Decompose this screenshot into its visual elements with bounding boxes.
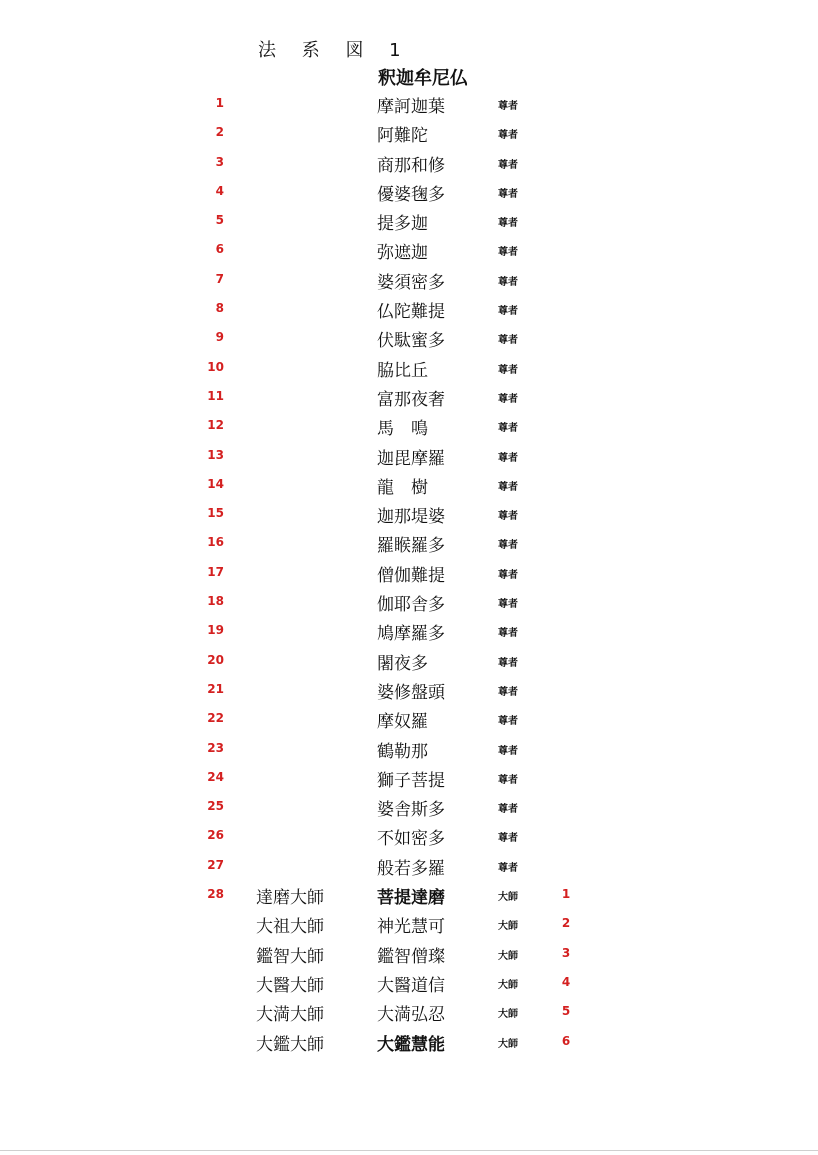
generation-number: 6: [215, 242, 224, 257]
lineage-row: [0, 910, 818, 939]
lineage-row: [0, 793, 818, 822]
lineage-row: [0, 471, 818, 500]
honorific: 尊者: [498, 862, 518, 874]
generation-number: 25: [207, 799, 224, 814]
patriarch-name: 伏駄蜜多: [377, 331, 445, 352]
patriarch-name: 大満弘忍: [377, 1005, 445, 1026]
generation-number: 16: [207, 535, 224, 550]
chinese-generation-number: 1: [561, 887, 571, 902]
generation-number: 8: [215, 301, 224, 316]
honorific: 尊者: [498, 101, 518, 112]
lineage-row: [0, 266, 818, 295]
posthumous-title: 大鑑大師: [256, 1034, 324, 1055]
lineage-row: [0, 383, 818, 412]
honorific: 尊者: [498, 188, 518, 200]
honorific: 大師: [498, 921, 518, 933]
lineage-row: [0, 822, 818, 851]
patriarch-name: 提多迦: [377, 214, 428, 235]
honorific: 大師: [498, 892, 518, 904]
honorific: 尊者: [498, 599, 518, 611]
honorific: 尊者: [498, 481, 518, 493]
lineage-row: [0, 676, 818, 705]
honorific: 尊者: [498, 686, 518, 698]
lineage-row: [0, 500, 818, 529]
generation-number: 11: [207, 388, 224, 403]
chinese-generation-number: 6: [561, 1033, 571, 1048]
patriarch-name: 弥遮迦: [377, 243, 428, 264]
generation-number: 7: [215, 271, 224, 286]
generation-number: 4: [215, 183, 224, 198]
patriarch-name: 羅睺羅多: [377, 536, 445, 557]
patriarch-name: 摩奴羅: [377, 712, 428, 733]
honorific: 尊者: [498, 306, 518, 318]
patriarch-name: 迦那堤婆: [377, 507, 445, 528]
honorific: 尊者: [498, 511, 518, 523]
patriarch-name: 優婆毱多: [377, 184, 445, 205]
lineage-row: [0, 998, 818, 1027]
generation-number: 19: [207, 623, 224, 638]
generation-number: 2: [215, 125, 224, 140]
generation-number: 13: [207, 447, 224, 462]
patriarch-name: 獅子菩提: [377, 770, 445, 791]
generation-number: 22: [207, 711, 224, 726]
honorific: 大師: [498, 1038, 518, 1050]
lineage-row: [0, 178, 818, 207]
honorific: 尊者: [498, 657, 518, 669]
root-patriarch-name: 釈迦牟尼仏: [378, 68, 468, 89]
lineage-row: [0, 442, 818, 471]
lineage-row: [0, 735, 818, 764]
honorific: 尊者: [498, 393, 518, 405]
patriarch-name: 大醫道信: [377, 975, 445, 996]
chinese-generation-number: 4: [561, 974, 571, 989]
honorific: 大師: [498, 979, 518, 991]
patriarch-name: 迦毘摩羅: [377, 448, 445, 469]
lineage-row: [0, 324, 818, 353]
generation-number: 28: [207, 887, 224, 902]
lineage-row: [0, 647, 818, 676]
patriarch-name: 脇比丘: [377, 360, 428, 381]
generation-number: 15: [207, 506, 224, 521]
honorific: 尊者: [498, 628, 518, 640]
patriarch-name: 闍夜多: [377, 653, 428, 674]
honorific: 尊者: [498, 364, 518, 376]
honorific: 尊者: [498, 130, 518, 142]
honorific: 尊者: [498, 540, 518, 552]
honorific: 尊者: [498, 247, 518, 259]
patriarch-name: 婆修盤頭: [377, 682, 445, 703]
patriarch-name: 商那和修: [377, 155, 445, 176]
generation-number: 1: [215, 96, 224, 110]
lineage-row: [0, 940, 818, 969]
lineage-row: [0, 354, 818, 383]
generation-number: 17: [207, 564, 224, 579]
honorific: 大師: [498, 1009, 518, 1021]
patriarch-name: 馬 鳴: [377, 419, 428, 440]
honorific: 尊者: [498, 569, 518, 581]
posthumous-title: 大満大師: [256, 1005, 324, 1026]
honorific: 尊者: [498, 833, 518, 845]
lineage-list: [0, 90, 818, 1057]
honorific: 尊者: [498, 716, 518, 728]
patriarch-name: 婆須密多: [377, 272, 445, 293]
honorific: 尊者: [498, 276, 518, 288]
lineage-row: [0, 412, 818, 441]
generation-number: 14: [207, 476, 224, 491]
generation-number: 12: [207, 418, 224, 433]
patriarch-name: 大鑑慧能: [377, 1034, 445, 1055]
honorific: 尊者: [498, 774, 518, 786]
posthumous-title: 大醫大師: [256, 975, 324, 996]
generation-number: 18: [207, 594, 224, 609]
patriarch-name: 摩訶迦葉: [377, 97, 445, 117]
patriarch-name: 龍 樹: [377, 477, 428, 498]
lineage-row: [0, 207, 818, 236]
patriarch-name: 菩提達磨: [377, 888, 445, 909]
patriarch-name: 伽耶舎多: [377, 595, 445, 616]
lineage-row: [0, 764, 818, 793]
generation-number: 20: [207, 652, 224, 667]
generation-number: 23: [207, 740, 224, 755]
lineage-row: [0, 90, 818, 119]
chinese-generation-number: 2: [561, 916, 571, 931]
lineage-row: [0, 969, 818, 998]
patriarch-name: 仏陀難提: [377, 302, 445, 323]
lineage-row: [0, 529, 818, 558]
honorific: 尊者: [498, 804, 518, 816]
honorific: 尊者: [498, 452, 518, 464]
honorific: 尊者: [498, 159, 518, 171]
patriarch-name: 鳩摩羅多: [377, 624, 445, 645]
patriarch-name: 富那夜奢: [377, 389, 445, 410]
patriarch-name: 阿難陀: [377, 126, 428, 147]
lineage-row: [0, 1028, 818, 1057]
lineage-row: [0, 617, 818, 646]
honorific: 尊者: [498, 423, 518, 435]
generation-number: 21: [207, 681, 224, 696]
posthumous-title: 大祖大師: [256, 917, 324, 938]
generation-number: 26: [207, 828, 224, 843]
patriarch-name: 鑑智僧璨: [377, 946, 445, 967]
posthumous-title: 達磨大師: [256, 888, 324, 909]
lineage-row: [0, 119, 818, 148]
patriarch-name: 般若多羅: [377, 858, 445, 879]
honorific: 尊者: [498, 745, 518, 757]
generation-number: 10: [207, 359, 224, 374]
document-title: 法 系 図 1: [258, 40, 411, 61]
honorific: 大師: [498, 950, 518, 962]
posthumous-title: 鑑智大師: [256, 946, 324, 967]
chinese-generation-number: 3: [561, 945, 571, 960]
generation-number: 9: [215, 330, 224, 345]
patriarch-name: 婆舎斯多: [377, 800, 445, 821]
lineage-row: [0, 588, 818, 617]
patriarch-name: 鶴勒那: [377, 741, 428, 762]
chinese-generation-number: 5: [561, 1004, 571, 1019]
lineage-row: [0, 236, 818, 265]
lineage-row: [0, 149, 818, 178]
honorific: 尊者: [498, 218, 518, 230]
lineage-row: [0, 852, 818, 881]
lineage-row: [0, 881, 818, 910]
patriarch-name: 僧伽難提: [377, 565, 445, 586]
generation-number: 24: [207, 769, 224, 784]
generation-number: 27: [207, 857, 224, 872]
generation-number: 5: [215, 213, 224, 228]
honorific: 尊者: [498, 335, 518, 347]
generation-number: 3: [215, 154, 224, 169]
lineage-row: [0, 295, 818, 324]
lineage-row: [0, 559, 818, 588]
lineage-row: [0, 705, 818, 734]
scan-edge-line: [0, 1150, 818, 1151]
patriarch-name: 不如密多: [377, 829, 445, 850]
patriarch-name: 神光慧可: [377, 917, 445, 938]
